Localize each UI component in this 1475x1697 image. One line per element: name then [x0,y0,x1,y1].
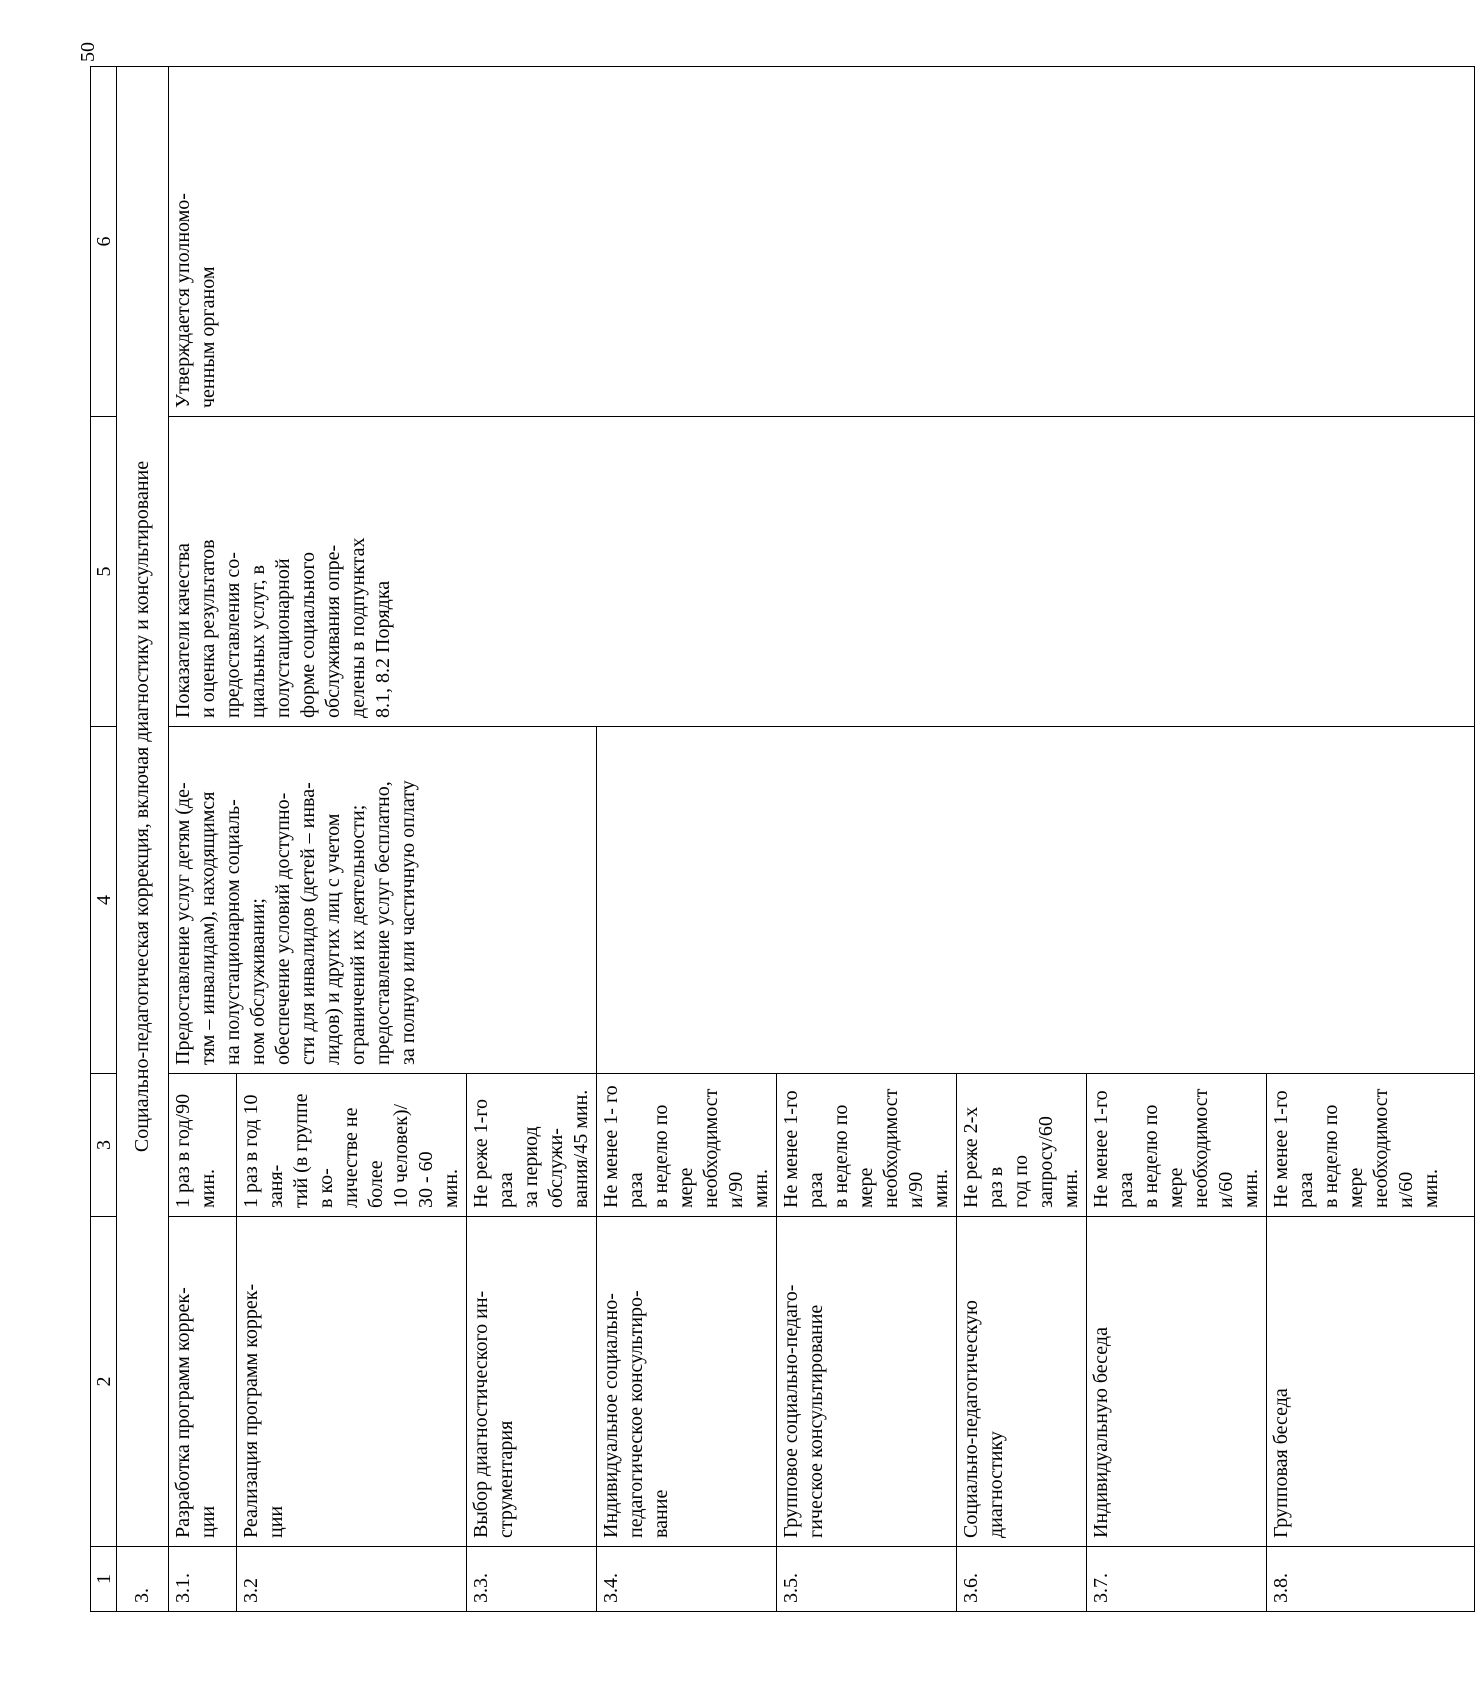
service-name: Индивидуальную беседа [1087,1217,1267,1547]
column-number: 5 [91,417,117,727]
row-number: 3.1. [169,1547,237,1612]
service-name: Индивидуальное социально- педагогическое консультиро- вание [597,1217,777,1547]
column-number: 4 [91,727,117,1074]
quality-indicators: Показатели качества и оценка результатов предоставления со- циальных услуг, в полустационарной форме социального обслуживания опре- делены в подпунктах 8.1, 8.2 Порядка [169,417,1475,727]
section-title: Социально-педагогическая коррекция, включая диагностику и консультирование [117,67,169,1547]
row-number: 3.5. [777,1547,957,1612]
column-number-row [91,67,117,1612]
service-name: Групповая беседа [1267,1217,1475,1547]
row-number: 3.3. [467,1547,597,1612]
row-number: 3.7. [1087,1547,1267,1612]
services-table [90,66,1475,1612]
service-frequency: Не менее 1-го раза в неделю по мере необходимости/60 мин. [1267,1074,1475,1217]
service-name: Выбор диагностического ин- струментария [467,1217,597,1547]
service-name: Реализация программ коррек- ции [237,1217,467,1547]
service-name: Разработка программ коррек- ции [169,1217,237,1547]
service-frequency: Не менее 1- го раза в неделю по мере необходимости/90 мин. [597,1074,777,1217]
empty-cell [597,727,1475,1074]
row-number: 3.6. [957,1547,1087,1612]
service-frequency: 1 раз в год/90 мин. [169,1074,237,1217]
section-row [117,67,169,1612]
service-frequency: Не менее 1-го раза в неделю по мере необходимости/60 мин. [1087,1074,1267,1217]
column-number: 3 [91,1074,117,1217]
service-frequency: 1 раз в год 10 заня- тий (в группе в ко- личестве не более 10 человек)/ 30 - 60 мин. [237,1074,467,1217]
service-name: Социально-педагогическую диагностику [957,1217,1087,1547]
section-number: 3. [117,1547,169,1612]
row-number: 3.8. [1267,1547,1475,1612]
rotated-table-wrapper [90,67,1442,1612]
row-number: 3.4. [597,1547,777,1612]
column-number: 1 [91,1547,117,1612]
column-number: 6 [91,67,117,417]
service-frequency: Не менее 1-го раза в неделю по мере необходимости/90 мин. [777,1074,957,1217]
column-number: 2 [91,1217,117,1547]
page-number: 50 [77,42,99,62]
service-conditions: Предоставление услуг детям (де- тям – инвалидам), находящимся на полустационарном социаль- ном обслуживании; обеспечение условий доступно- сти для инвалидов (детей – инва- лидов) и других лиц с учетом ограничений их деятельности; предоставление услуг бесплатно, за полную или частичную оплату [169,727,597,1074]
service-frequency: Не реже 1-го раза за период обслужи- вания/45 мин. [467,1074,597,1217]
service-frequency: Не реже 2-х раз в год по запросу/60 мин. [957,1074,1087,1217]
service-name: Групповое социально-педаго- гическое консультирование [777,1217,957,1547]
row-number: 3.2 [237,1547,467,1612]
tariff-note: Утверждается уполномо- ченным органом [169,67,1475,417]
table-row [169,67,237,1612]
